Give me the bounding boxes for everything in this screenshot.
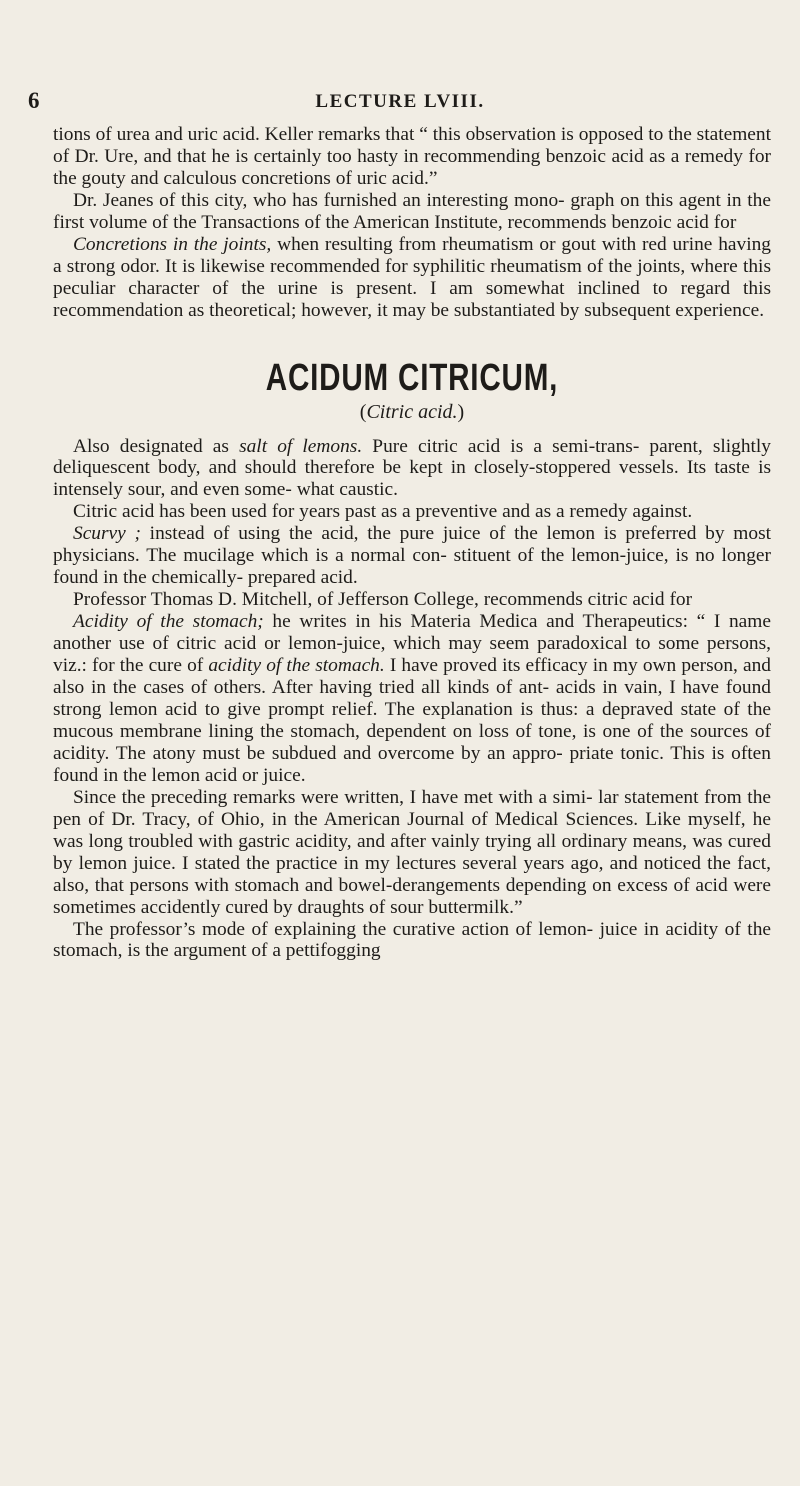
acidity-text-a: he writes in his Materia Medica and Therapeutics: “ I name another use of citric acid or lemon-juice, which may seem paradoxical to some persons, viz.: for the cure of [53, 611, 771, 677]
paragraph-mitchell: Professor Thomas D. Mitchell, of Jefferson College, recommends citric acid for [73, 589, 693, 611]
body-text [53, 124, 771, 962]
scurvy-text: instead of using the acid, the pure juice of the lemon is preferred by most physicians. The mucilage which is a normal con- stituent of the lemon-juice, is no longer found in the chemically- prepared acid. [53, 523, 772, 589]
concretions-term: Concretions in the joints, [73, 233, 272, 255]
paragraph-concretions [53, 234, 771, 322]
acidity-text-b: I have proved its efficacy in my own person, and also in the cases of others. After having tried all kinds of ant- acids in vain, I have found strong lemon acid to give prompt relief. The explanation is thus: a depraved state of the mucous membrane lining the stomach, dependent on loss of tone, is one of the sources of acidity. The atony must be subdued and overcome by an appro- priate tonic. This is often found in the lemon acid or juice. [53, 655, 771, 786]
acidity-term: Acidity of the stomach; [73, 611, 264, 633]
salt-of-lemons-term: salt of lemons. [239, 435, 363, 457]
paragraph-since: Since the preceding remarks were written, I have met with a simi- lar statement from the pen of Dr. Tracy, of Ohio, in the American Journal of Medical Sciences. Like myself, he was long troubled with gastric acidity, and after vainly trying all ordinary means, was cured by lemon juice. I stated the practice in my lectures several years ago, and noticed the fact, also, that persons with stomach and bowel-derangements depending on excess of acid were sometimes accidently cured by draughts of sour buttermilk.” [53, 786, 771, 918]
paragraph-citric-used: Citric acid has been used for years past as a preventive and as a remedy against. [73, 501, 693, 523]
scurvy-term: Scurvy ; [73, 523, 141, 545]
also-text-a: Also designated as [73, 435, 240, 457]
concretions-text: when resulting from rheumatism or gout with red urine having a strong odor. It is likewise recommended for syphilitic rheumatism of the joints, where this peculiar character of the urine is present. I am somewhat inclined to regard this recommendation as theoretical; however, it may be substantiated by subsequent experience. [53, 233, 771, 321]
subtitle-text: Citric acid. [366, 400, 458, 423]
also-text-b: Pure citric acid is a semi-trans- parent, slightly deliquescent body, and should therefore be kept in closely-stoppered vessels. Its taste is intensely sour, and even some- what caustic. [53, 435, 772, 501]
subtitle-close: ) [457, 400, 465, 423]
paragraph-salt-of-lemons [53, 436, 771, 502]
paragraph-jeanes: Dr. Jeanes of this city, who has furnished an interesting mono- graph on this agent in the first volume of the Transactions of the American Institute, recommends benzoic acid for [53, 189, 771, 233]
paragraph-scurvy [53, 523, 771, 589]
page-number: 6 [28, 88, 40, 113]
paragraph-professor: The professor’s mode of explaining the curative action of lemon- juice in acidity of the stomach, is the argument of a pettifogging [53, 918, 771, 962]
subtitle-open: ( [359, 400, 367, 423]
acidity-term-2: acidity of the stomach. [208, 655, 385, 677]
section-heading: ACIDUM CITRICUM, [265, 356, 559, 399]
paragraph-urea: tions of urea and uric acid. Keller remarks that “ this observation is opposed to the statement of Dr. Ure, and that he is certainly too hasty in recommending benzoic acid as a remedy for the gouty and calculous concretions of uric acid.” [53, 124, 771, 189]
section-subtitle [53, 402, 771, 424]
paragraph-acidity [53, 611, 771, 787]
running-head: LECTURE LVIII. [315, 91, 485, 112]
